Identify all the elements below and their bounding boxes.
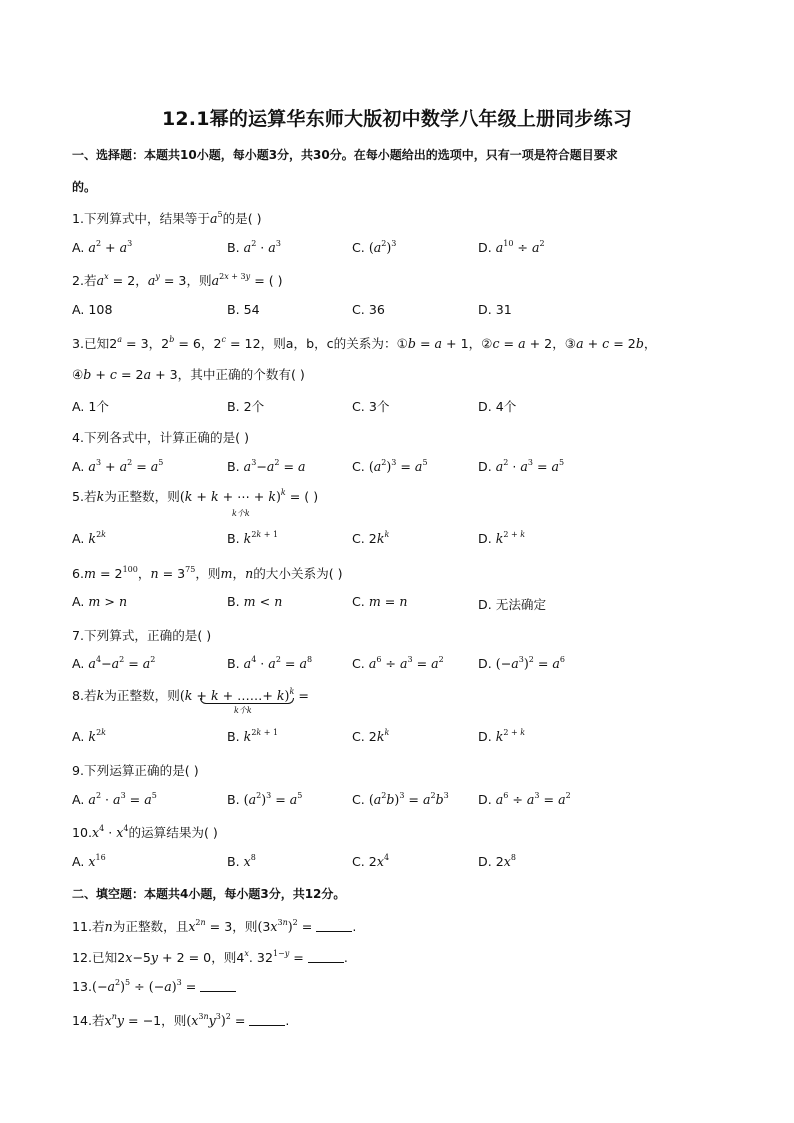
q9-option-a: A. $a^2 \cdot a^3 = a^5$ — [72, 791, 157, 807]
q4-option-d: D. $a^2 \cdot a^3 = a^5$ — [478, 458, 565, 474]
q1-option-d: D. $a^{10} \div a^2$ — [478, 239, 545, 255]
question-14: 14.若$x^ny = -1$，则$(x^{3n}y^3)^2$ = . — [72, 1012, 290, 1028]
question-13: $13.(-a^2)^5 \div (-a)^3$ = — [72, 978, 236, 994]
page-title: 12.1幂的运算华东师大版初中数学八年级上册同步练习 — [161, 108, 633, 130]
answer-blank[interactable] — [316, 921, 352, 932]
q6-option-d: D. 无法确定 — [478, 597, 547, 612]
q6-option-a: A. m > n — [72, 594, 128, 609]
section-choice-header-cont: 的。 — [72, 180, 97, 194]
q3-option-a: A. 1个 — [72, 399, 110, 414]
q5-option-c: C. $2k^k$ — [352, 530, 390, 546]
q1-option-c: C. $(a^2)^3$ — [352, 239, 397, 255]
q1-option-a: A. $a^2 + a^3$ — [72, 239, 133, 255]
question-11: 11.若n为正整数，且$x^{2n} = 3$，则$(3x^{3n})^2$ = . — [72, 918, 357, 934]
question-10: $10.x^4 \cdot x^4$的运算结果为( ) — [72, 824, 218, 840]
q5-option-d: D. $k^{2 + k}$ — [478, 530, 526, 546]
q7-option-c: C. $a^6 \div a^3 = a^2$ — [352, 655, 444, 671]
answer-blank[interactable] — [200, 981, 236, 992]
q7-option-a: A. $a^4-a^2 = a^2$ — [72, 655, 156, 671]
q8-option-d: D. $k^{2 + k}$ — [478, 728, 526, 744]
q8-underbrace — [200, 698, 294, 704]
question-7: 7.下列算式，正确的是( ) — [72, 628, 212, 643]
question-8: 8.若k为正整数，则(k + k + ……+ k)$^k$ = — [72, 687, 309, 703]
q9-option-d: D. $a^6 \div a^3 = a^2$ — [478, 791, 571, 807]
question-text: 的是( ) — [222, 211, 262, 226]
q6-option-b: B. m < n — [227, 594, 283, 609]
question-number: 1. — [72, 211, 85, 226]
q4-option-a: A. $a^3 + a^2 = a^5$ — [72, 458, 164, 474]
q8-underbrace-label: k个k — [234, 706, 252, 715]
q7-option-d: D. $(-a^3)^2 = a^6$ — [478, 655, 565, 671]
section-fill-header: 二、填空题：本题共4小题，每小题3分，共12分。 — [72, 887, 346, 901]
q5-underbrace-label: k个k — [232, 509, 250, 518]
q6-option-c: C. m = n — [352, 594, 408, 609]
q4-option-b: B. $a^3-a^2 = a$ — [227, 458, 306, 474]
question-4: 4.下列各式中，计算正确的是( ) — [72, 430, 249, 445]
q10-option-a: A. $x^{16}$ — [72, 853, 106, 869]
answer-blank[interactable] — [308, 952, 344, 963]
q10-option-b: B. $x^8$ — [227, 853, 256, 869]
question-2: 2.若$a^x = 2$，$a^y = 3$，则$a^{2x + 3y}$ = ( ) — [72, 272, 283, 288]
question-3: 3.已知$2^a = 3$，$2^b = 6$，$2^c = 12$，则a，b，c的关系为：①b = a + 1，②c = a + 2，③a + c = 2b， — [72, 335, 657, 351]
q3-option-b: B. 2个 — [227, 399, 265, 414]
q8-option-a: A. $k^{2k}$ — [72, 728, 107, 744]
q4-option-c: C. $(a^2)^3 = a^5$ — [352, 458, 428, 474]
q10-option-d: D. $2x^8$ — [478, 853, 516, 869]
q8-option-b: B. $k^{2k + 1}$ — [227, 728, 279, 744]
q2-option-d: D. 31 — [478, 302, 512, 317]
question-1: 1.下列算式中，结果等于$a^5$的是( ) — [72, 210, 262, 226]
q7-option-b: B. $a^4 \cdot a^2 = a^8$ — [227, 655, 313, 671]
question-5: 5.若k为正整数，则(k + k + ⋯ + k)$^k$ = ( ) — [72, 488, 319, 504]
q3-option-c: C. 3个 — [352, 399, 390, 414]
question-12: 12.已知2x−5y + 2 = 0，则4$^x$. $32^{1-y}$ = . — [72, 949, 348, 965]
q1-option-b: B. $a^2 \cdot a^3$ — [227, 239, 281, 255]
q8-option-c: C. $2k^k$ — [352, 728, 390, 744]
question-9: 9.下列运算正确的是( ) — [72, 763, 199, 778]
question-6: $6.m = 2^{100}$，$n = 3^{75}$，则m，n的大小关系为( ) — [72, 565, 343, 581]
q2-option-a: A. 108 — [72, 302, 113, 317]
answer-blank[interactable] — [249, 1015, 285, 1026]
q9-option-c: C. $(a^2b)^3 = a^2b^3$ — [352, 791, 449, 807]
q2-option-b: B. 54 — [227, 302, 260, 317]
question-3-cont: ④b + c = 2a + 3，其中正确的个数有( ) — [72, 367, 305, 382]
question-text: 下列算式中，结果等于 — [84, 211, 210, 226]
section-choice-header: 一、选择题：本题共10小题，每小题3分，共30分。在每小题给出的选项中，只有一项是符合题目要求 — [72, 148, 618, 162]
q9-option-b: B. $(a^2)^3 = a^5$ — [227, 791, 303, 807]
q5-option-b: B. $k^{2k + 1}$ — [227, 530, 279, 546]
q3-option-d: D. 4个 — [478, 399, 517, 414]
q2-option-c: C. 36 — [352, 302, 385, 317]
q5-option-a: A. $k^{2k}$ — [72, 530, 107, 546]
q10-option-c: C. $2x^4$ — [352, 853, 390, 869]
